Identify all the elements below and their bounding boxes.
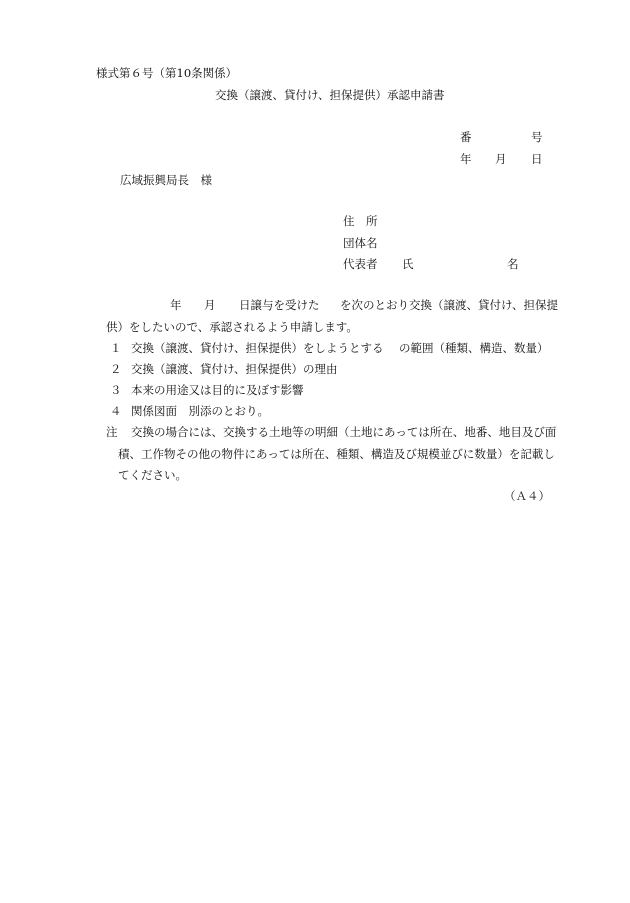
form-number: 様式第６号（第10条関係） bbox=[96, 66, 238, 80]
number-go: 号 bbox=[531, 130, 543, 144]
body-line1-tail: を次のとおり交換（譲渡、貸付け、担保提 bbox=[340, 298, 559, 312]
item-3-text: 本来の用途又は目的に及ぼす影響 bbox=[131, 383, 304, 397]
paper-size: （Ａ４） bbox=[504, 489, 550, 503]
note-line2: 積、工作物その他の物件にあっては所在、種類、構造及び規模並びに数量）を記載し bbox=[118, 447, 555, 461]
note-label: 注 bbox=[106, 425, 118, 439]
applicant-org: 団体名 bbox=[343, 236, 378, 250]
item-3-num: ３ bbox=[110, 383, 122, 397]
date-day: 日 bbox=[531, 152, 543, 166]
date-year: 年 bbox=[460, 152, 472, 166]
note-line3: てください。 bbox=[118, 468, 187, 482]
item-2-text: 交換（譲渡、貸付け、担保提供）の理由 bbox=[131, 362, 338, 376]
item-1-text-b: の範囲（種類、構造、数量） bbox=[399, 341, 549, 355]
item-1-text-a: 交換（譲渡、貸付け、担保提供）をしようとする bbox=[131, 341, 384, 355]
addressee: 広域振興局長 様 bbox=[120, 173, 212, 187]
number-ban: 番 bbox=[460, 130, 472, 144]
body-line2: 供）をしたいので、承認されるよう申請します。 bbox=[106, 320, 358, 334]
item-4-num: ４ bbox=[110, 404, 122, 418]
document-title: 交換（譲渡、貸付け、担保提供）承認申請書 bbox=[215, 88, 445, 102]
applicant-rep: 代表者 bbox=[343, 257, 378, 271]
item-2-num: ２ bbox=[110, 362, 122, 376]
applicant-shi: 氏 bbox=[402, 257, 414, 271]
body-year: 年 bbox=[170, 298, 182, 312]
note-line1: 交換の場合には、交換する土地等の明細（土地にあっては所在、地番、地目及び面 bbox=[131, 425, 557, 439]
date-month: 月 bbox=[495, 152, 507, 166]
applicant-mei: 名 bbox=[507, 257, 519, 271]
body-day-text: 日譲与を受けた bbox=[239, 298, 320, 312]
applicant-address: 住 所 bbox=[343, 214, 378, 228]
body-month: 月 bbox=[204, 298, 216, 312]
item-1-num: １ bbox=[110, 341, 122, 355]
item-4-text: 関係図面 別添のとおり。 bbox=[131, 404, 269, 418]
